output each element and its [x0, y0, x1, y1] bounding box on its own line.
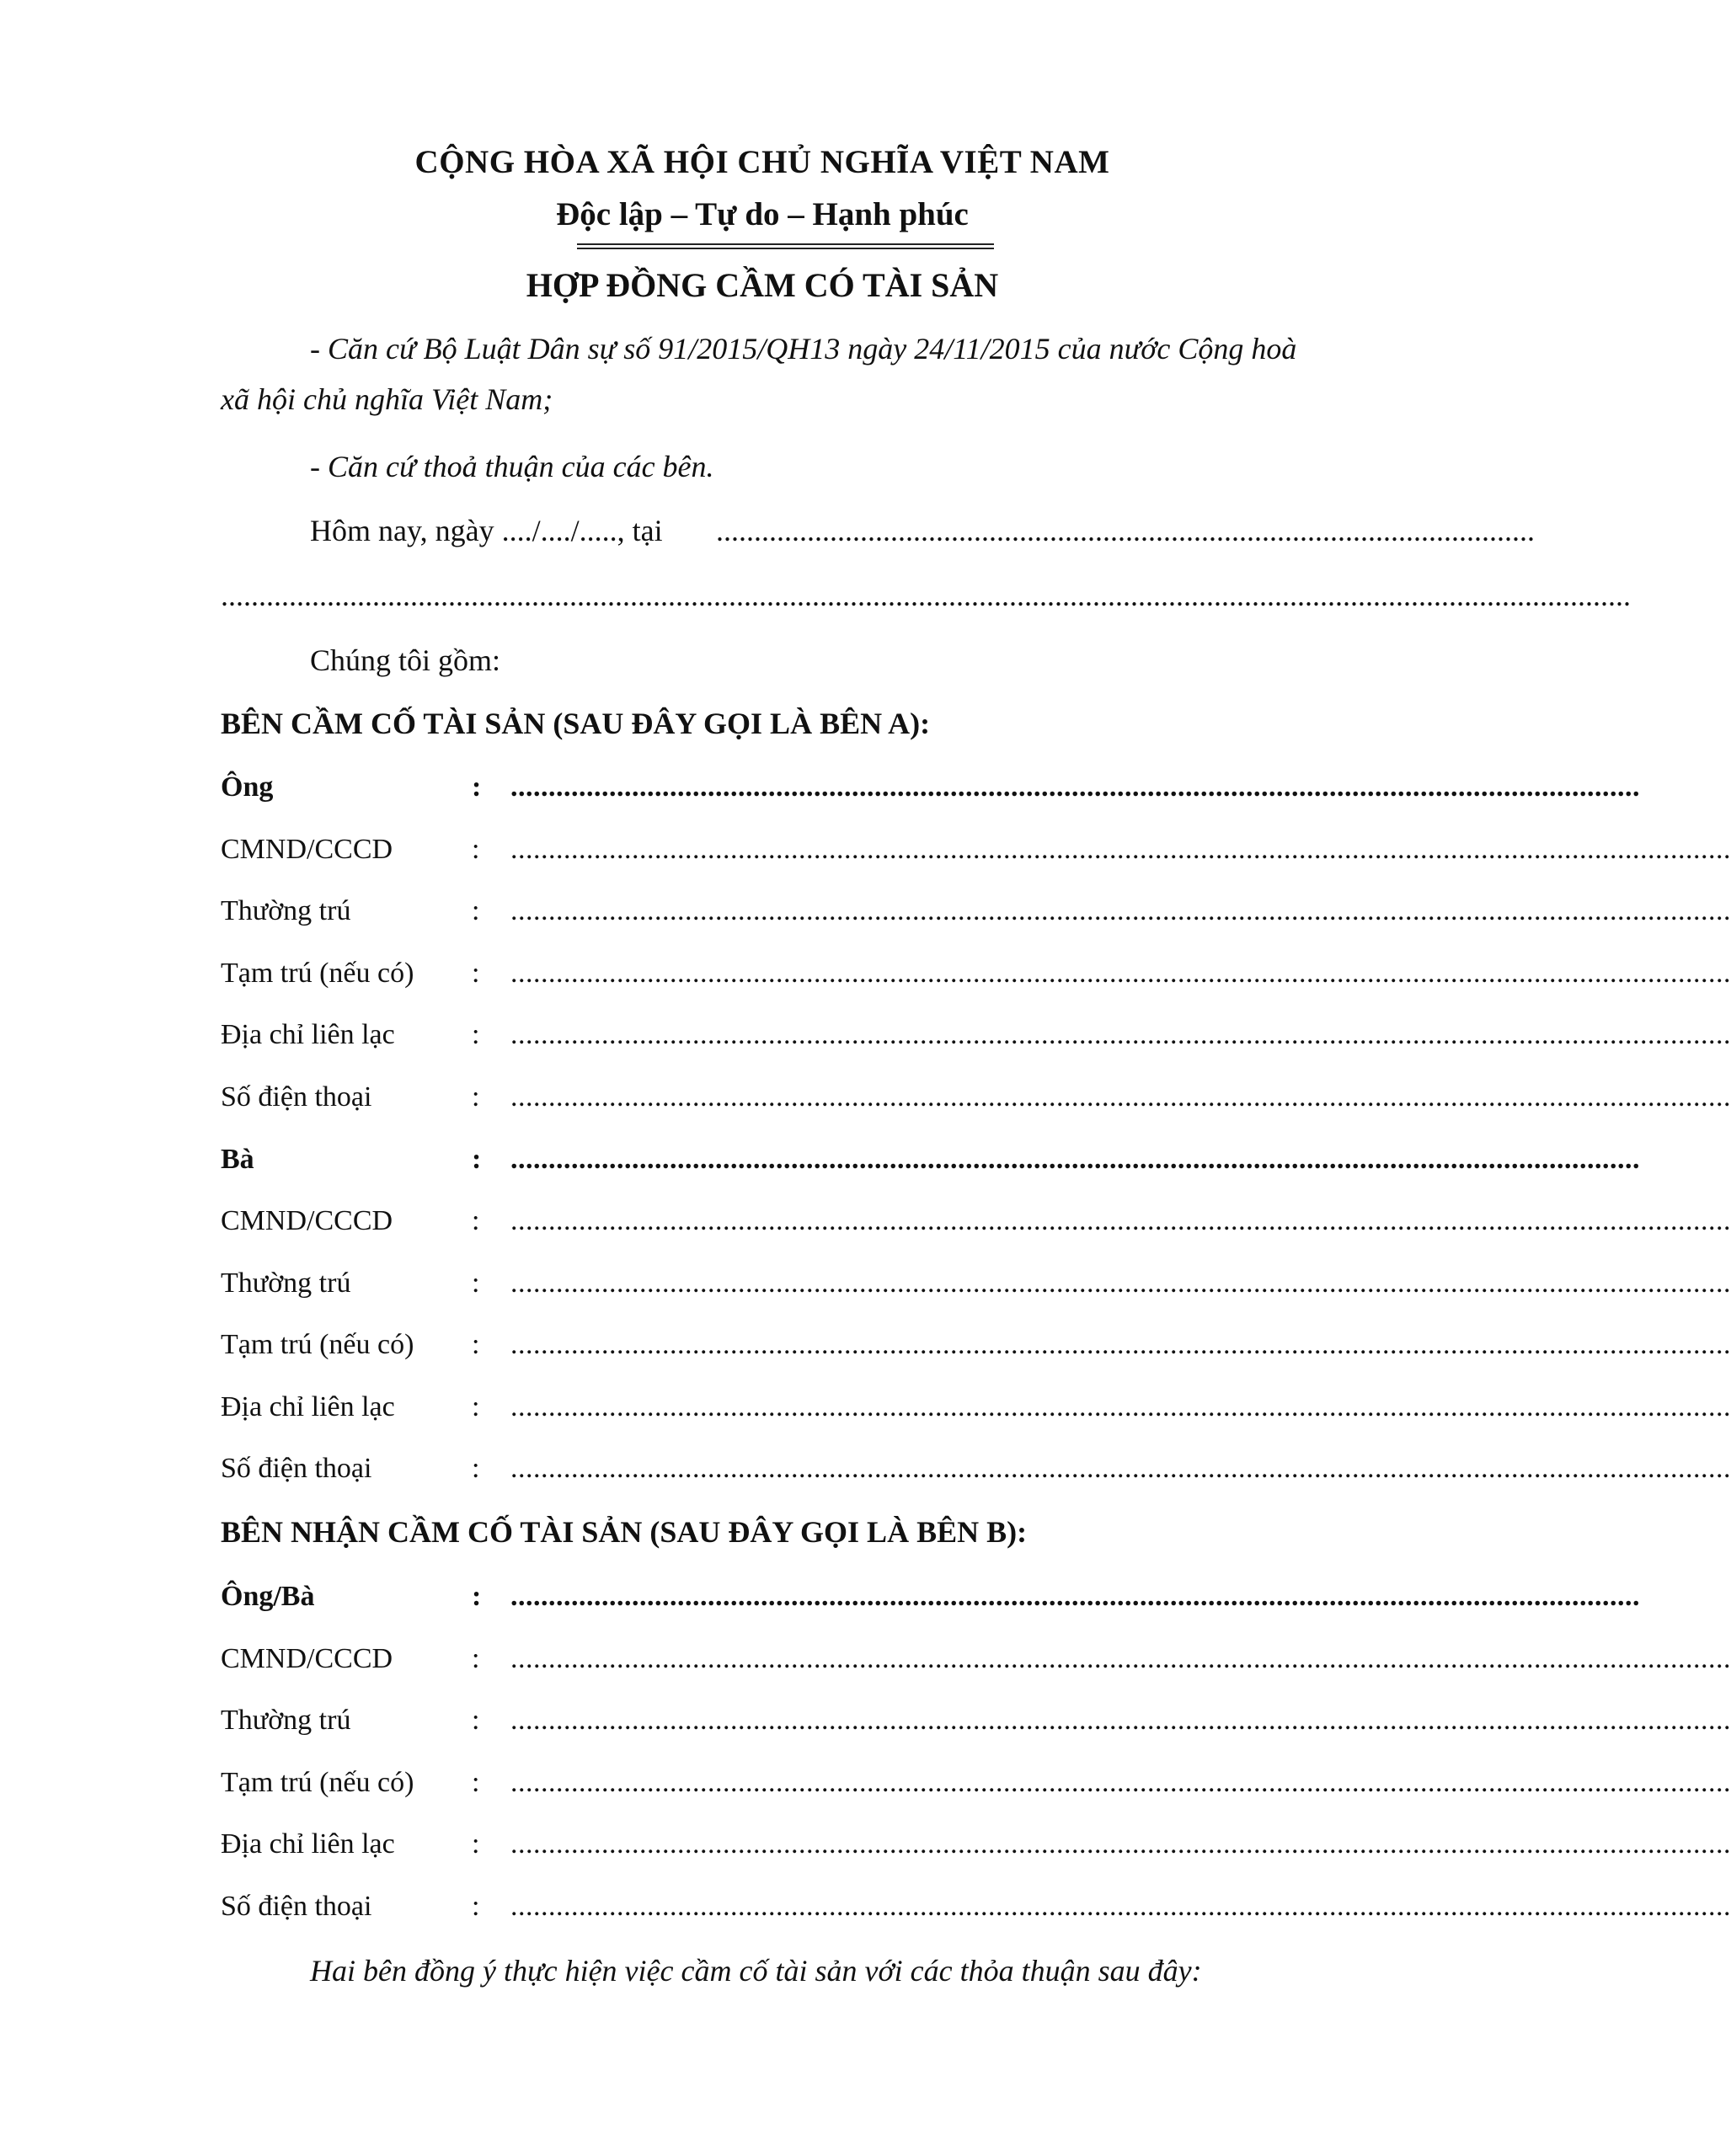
fill-line: .................................................................................................................................................................	[510, 1643, 1731, 1674]
fill-line: .................................................................................................................................................................	[510, 1891, 1731, 1922]
party-b-residence-row	[221, 1705, 1731, 1743]
fill-line: .....................................................................................................................................................	[510, 1144, 1640, 1175]
party-b-id-row	[221, 1643, 1731, 1682]
party-b-phone-row	[221, 1891, 1731, 1929]
fill-line: .................................................................................................................................................................	[510, 1267, 1731, 1299]
fill-line: .................................................................................................................................................................	[510, 1081, 1731, 1113]
field-label: Số điện thoại	[221, 1081, 372, 1113]
motto-heading	[0, 195, 1525, 233]
field-label: Thường trú	[221, 895, 351, 926]
motto-underline-top	[577, 243, 994, 245]
field-label: Tạm trú (nếu có)	[221, 1767, 414, 1798]
field-colon: :	[472, 1767, 480, 1798]
party-a-wife-phone-row	[221, 1453, 1731, 1492]
field-colon: :	[472, 1019, 480, 1050]
fill-line: .................................................................................................................................................................	[510, 1391, 1731, 1422]
fill-line: .................................................................................................................................................................	[510, 1828, 1731, 1860]
closing-statement: Hai bên đồng ý thực hiện việc cầm cố tài sản với các thỏa thuận sau đây:	[310, 1954, 1202, 1988]
fill-line: .................................................................................................................................................................	[510, 1767, 1731, 1798]
fill-line: .....................................................................................................................................................	[510, 771, 1640, 803]
fill-line: .................................................................................................................................................................	[510, 834, 1731, 865]
field-colon: :	[472, 1581, 482, 1612]
party-b-heading: BÊN NHẬN CẦM CỐ TÀI SẢN (SAU ĐÂY GỌI LÀ BÊN B):	[221, 1515, 1028, 1549]
field-label: Bà	[221, 1144, 254, 1175]
fill-line: .................................................................................................................................................................	[510, 1019, 1731, 1050]
field-label: Tạm trú (nếu có)	[221, 1329, 414, 1360]
party-a-heading: BÊN CẦM CỐ TÀI SẢN (SAU ĐÂY GỌI LÀ BÊN A):	[221, 707, 931, 740]
party-a-husband-id-row	[221, 834, 1731, 873]
party-a-wife-residence-row	[221, 1267, 1731, 1306]
field-colon: :	[472, 1891, 480, 1922]
field-label: CMND/CCCD	[221, 1205, 393, 1236]
field-colon: :	[472, 1643, 480, 1674]
field-label: Ông	[221, 771, 274, 803]
fill-line: .................................................................................................................................................................	[510, 958, 1731, 989]
field-label: Địa chỉ liên lạc	[221, 1019, 395, 1050]
field-colon: :	[472, 1144, 482, 1175]
party-b-temp-row	[221, 1767, 1731, 1806]
party-a-wife-temp-row	[221, 1329, 1731, 1368]
field-colon: :	[472, 771, 482, 803]
field-colon: :	[472, 1705, 480, 1736]
motto-text: Độc lập – Tự do – Hạnh phúc	[556, 196, 969, 232]
fill-line: .................................................................................................................................................................	[510, 1453, 1731, 1484]
field-label: Ông/Bà	[221, 1581, 315, 1612]
fill-line: .................................................................................................................................................................	[510, 1705, 1731, 1736]
party-a-husband-residence-row	[221, 895, 1731, 934]
nation-heading: CỘNG HÒA XÃ HỘI CHỦ NGHĨA VIỆT NAM	[414, 144, 1110, 180]
field-colon: :	[472, 1081, 480, 1113]
party-a-husband-address-row	[221, 1019, 1731, 1058]
field-label: Số điện thoại	[221, 1891, 372, 1922]
fill-line: .................................................................................................................................................................	[510, 1329, 1731, 1360]
field-label: Số điện thoại	[221, 1453, 372, 1484]
field-colon: :	[472, 1828, 480, 1860]
legal-basis-2: - Căn cứ thoả thuận của các bên.	[310, 450, 714, 483]
place-fill-line: ............................................................................................................	[716, 514, 1535, 547]
we-include-label: Chúng tôi gồm:	[310, 643, 501, 677]
fill-line: .................................................................................................................................................................	[510, 895, 1731, 926]
field-colon: :	[472, 958, 480, 989]
party-a-husband-temp-row	[221, 958, 1731, 996]
document-title: HỢP ĐỒNG CẦM CÓ TÀI SẢN	[526, 266, 999, 304]
party-a-husband-phone-row	[221, 1081, 1731, 1120]
party-a-wife-id-row	[221, 1205, 1731, 1244]
party-b-address-row	[221, 1828, 1731, 1867]
field-colon: :	[472, 895, 480, 926]
party-a-husband-name-row	[221, 771, 1640, 810]
field-label: Địa chỉ liên lạc	[221, 1391, 395, 1422]
motto-underline-bottom	[577, 248, 994, 249]
field-colon: :	[472, 1391, 480, 1422]
field-colon: :	[472, 834, 480, 865]
field-label: Thường trú	[221, 1705, 351, 1736]
field-label: Địa chỉ liên lạc	[221, 1828, 395, 1860]
legal-basis-1-line2: xã hội chủ nghĩa Việt Nam;	[221, 382, 553, 416]
fill-line: .................................................................................................................................................................	[510, 1205, 1731, 1236]
field-label: Tạm trú (nếu có)	[221, 958, 414, 989]
party-a-wife-address-row	[221, 1391, 1731, 1430]
place-fill-line-2: ..........................................................................................................................................................................................	[221, 579, 1631, 612]
field-colon: :	[472, 1453, 480, 1484]
fill-line: .....................................................................................................................................................	[510, 1581, 1640, 1612]
field-label: Thường trú	[221, 1267, 351, 1299]
field-colon: :	[472, 1329, 480, 1360]
date-place-label: Hôm nay, ngày ..../..../....., tại	[310, 514, 663, 547]
legal-basis-1-line1: - Căn cứ Bộ Luật Dân sự số 91/2015/QH13 ngày 24/11/2015 của nước Cộng hoà	[310, 332, 1297, 366]
field-label: CMND/CCCD	[221, 1643, 393, 1674]
field-label: CMND/CCCD	[221, 834, 393, 865]
party-a-wife-name-row	[221, 1144, 1640, 1182]
field-colon: :	[472, 1205, 480, 1236]
field-colon: :	[472, 1267, 480, 1299]
party-b-name-row	[221, 1581, 1640, 1620]
